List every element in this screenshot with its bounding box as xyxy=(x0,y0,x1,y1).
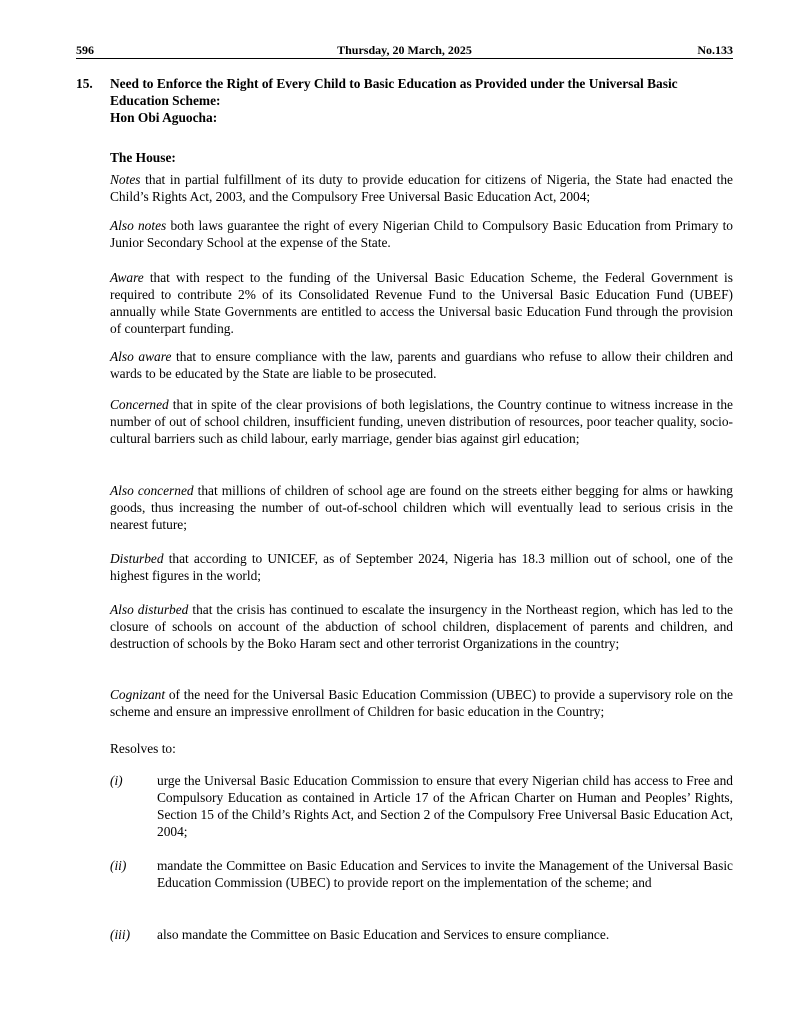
issue-number: No.133 xyxy=(697,43,733,57)
paragraph-aware xyxy=(110,269,733,337)
paragraph-cognizant xyxy=(110,686,733,720)
page-number: 596 xyxy=(76,43,94,57)
paragraph-also-disturbed xyxy=(110,601,733,652)
header-date: Thursday, 20 March, 2025 xyxy=(337,43,472,57)
motion-sponsor: Hon Obi Aguocha: xyxy=(110,110,218,125)
resolution-item xyxy=(110,857,733,891)
resolution-item xyxy=(110,926,733,943)
motion-title-block xyxy=(110,75,733,126)
paragraph-lead: Also concerned xyxy=(110,483,194,498)
resolution-text: mandate the Committee on Basic Education and Services to invite the Management of the Universal Basic Education Commission (UBEC) to provide report on the implementation of the scheme; and xyxy=(157,858,733,890)
paragraph-lead: Concerned xyxy=(110,397,169,412)
motion-title: Need to Enforce the Right of Every Child to Basic Education as Provided under the Universal Basic Education Scheme: xyxy=(110,76,678,108)
paragraph-notes xyxy=(110,171,733,205)
paragraph-text: that the crisis has continued to escalate the insurgency in the Northeast region, which has led to the closure of schools on account of the abduction of school children, displacement of parents and children, and destruction of schools by the Boko Haram sect and other terrorist Organizations in the country; xyxy=(110,602,733,651)
paragraph-text: that in partial fulfillment of its duty to provide education for citizens of Nigeria, the State had enacted the Child’s Rights Act, 2003, and the Compulsory Free Universal Basic Education Act, 2004; xyxy=(110,172,733,204)
paragraph-text: that to ensure compliance with the law, parents and guardians who refuse to allow their children and wards to be educated by the State are liable to be prosecuted. xyxy=(110,349,733,381)
paragraph-text: that with respect to the funding of the Universal Basic Education Scheme, the Federal Government is required to contribute 2% of its Consolidated Revenue Fund to the Universal Basic Education Fund (UBEF) annually while State Governments are entitled to access the Universal basic Education Fund through the provision of counterpart funding. xyxy=(110,270,733,336)
paragraph-lead: Also notes xyxy=(110,218,167,233)
paragraph-also-aware xyxy=(110,348,733,382)
paragraph-lead: Cognizant xyxy=(110,687,166,702)
paragraph-text: both laws guarantee the right of every Nigerian Child to Compulsory Basic Education from Primary to Junior Secondary School at the expense of the State. xyxy=(110,218,734,250)
resolution-number: (i) xyxy=(110,773,123,788)
paragraph-text: that millions of children of school age are found on the streets either begging for alms or hawking goods, thus increasing the number of out-of-school children which will eventually lead to serious crisis in the nearest future; xyxy=(110,483,733,532)
paragraph-text: of the need for the Universal Basic Education Commission (UBEC) to provide a supervisory role on the scheme and ensure an impressive enrollment of Children for basic education in the Country; xyxy=(110,687,733,719)
paragraph-also-concerned xyxy=(110,482,733,533)
page-header xyxy=(76,42,733,59)
paragraph-also-notes xyxy=(110,217,733,251)
paragraph-lead: Notes xyxy=(110,172,141,187)
resolution-number: (iii) xyxy=(110,927,131,942)
paragraph-text: that according to UNICEF, as of September 2024, Nigeria has 18.3 million out of school, one of the highest figures in the world; xyxy=(110,551,733,583)
resolution-text: urge the Universal Basic Education Commission to ensure that every Nigerian child has access to Free and Compulsory Education as contained in Article 17 of the African Charter on Human and Peoples’ Rights, Section 15 of the Child’s Rights Act, and Section 2 of the Compulsory Free Universal Basic Education Act, 2004; xyxy=(157,773,733,839)
house-label: The House: xyxy=(110,150,176,165)
paragraph-lead: Also disturbed xyxy=(110,602,189,617)
resolution-item xyxy=(110,772,733,840)
resolution-text: also mandate the Committee on Basic Education and Services to ensure compliance. xyxy=(157,927,610,942)
paragraph-lead: Aware xyxy=(110,270,144,285)
item-number: 15. xyxy=(76,76,93,91)
paragraph-lead: Also aware xyxy=(110,349,172,364)
paragraph-disturbed xyxy=(110,550,733,584)
paragraph-concerned xyxy=(110,396,733,447)
paragraph-text: that in spite of the clear provisions of both legislations, the Country continue to witness increase in the number of out of school children, insufficient funding, uneven distribution of resources, poor teacher quality, socio-cultural barriers such as child labour, early marriage, gender bias against girl education; xyxy=(110,397,733,446)
paragraph-lead: Disturbed xyxy=(110,551,164,566)
resolution-number: (ii) xyxy=(110,858,127,873)
resolves-label: Resolves to: xyxy=(110,741,176,756)
